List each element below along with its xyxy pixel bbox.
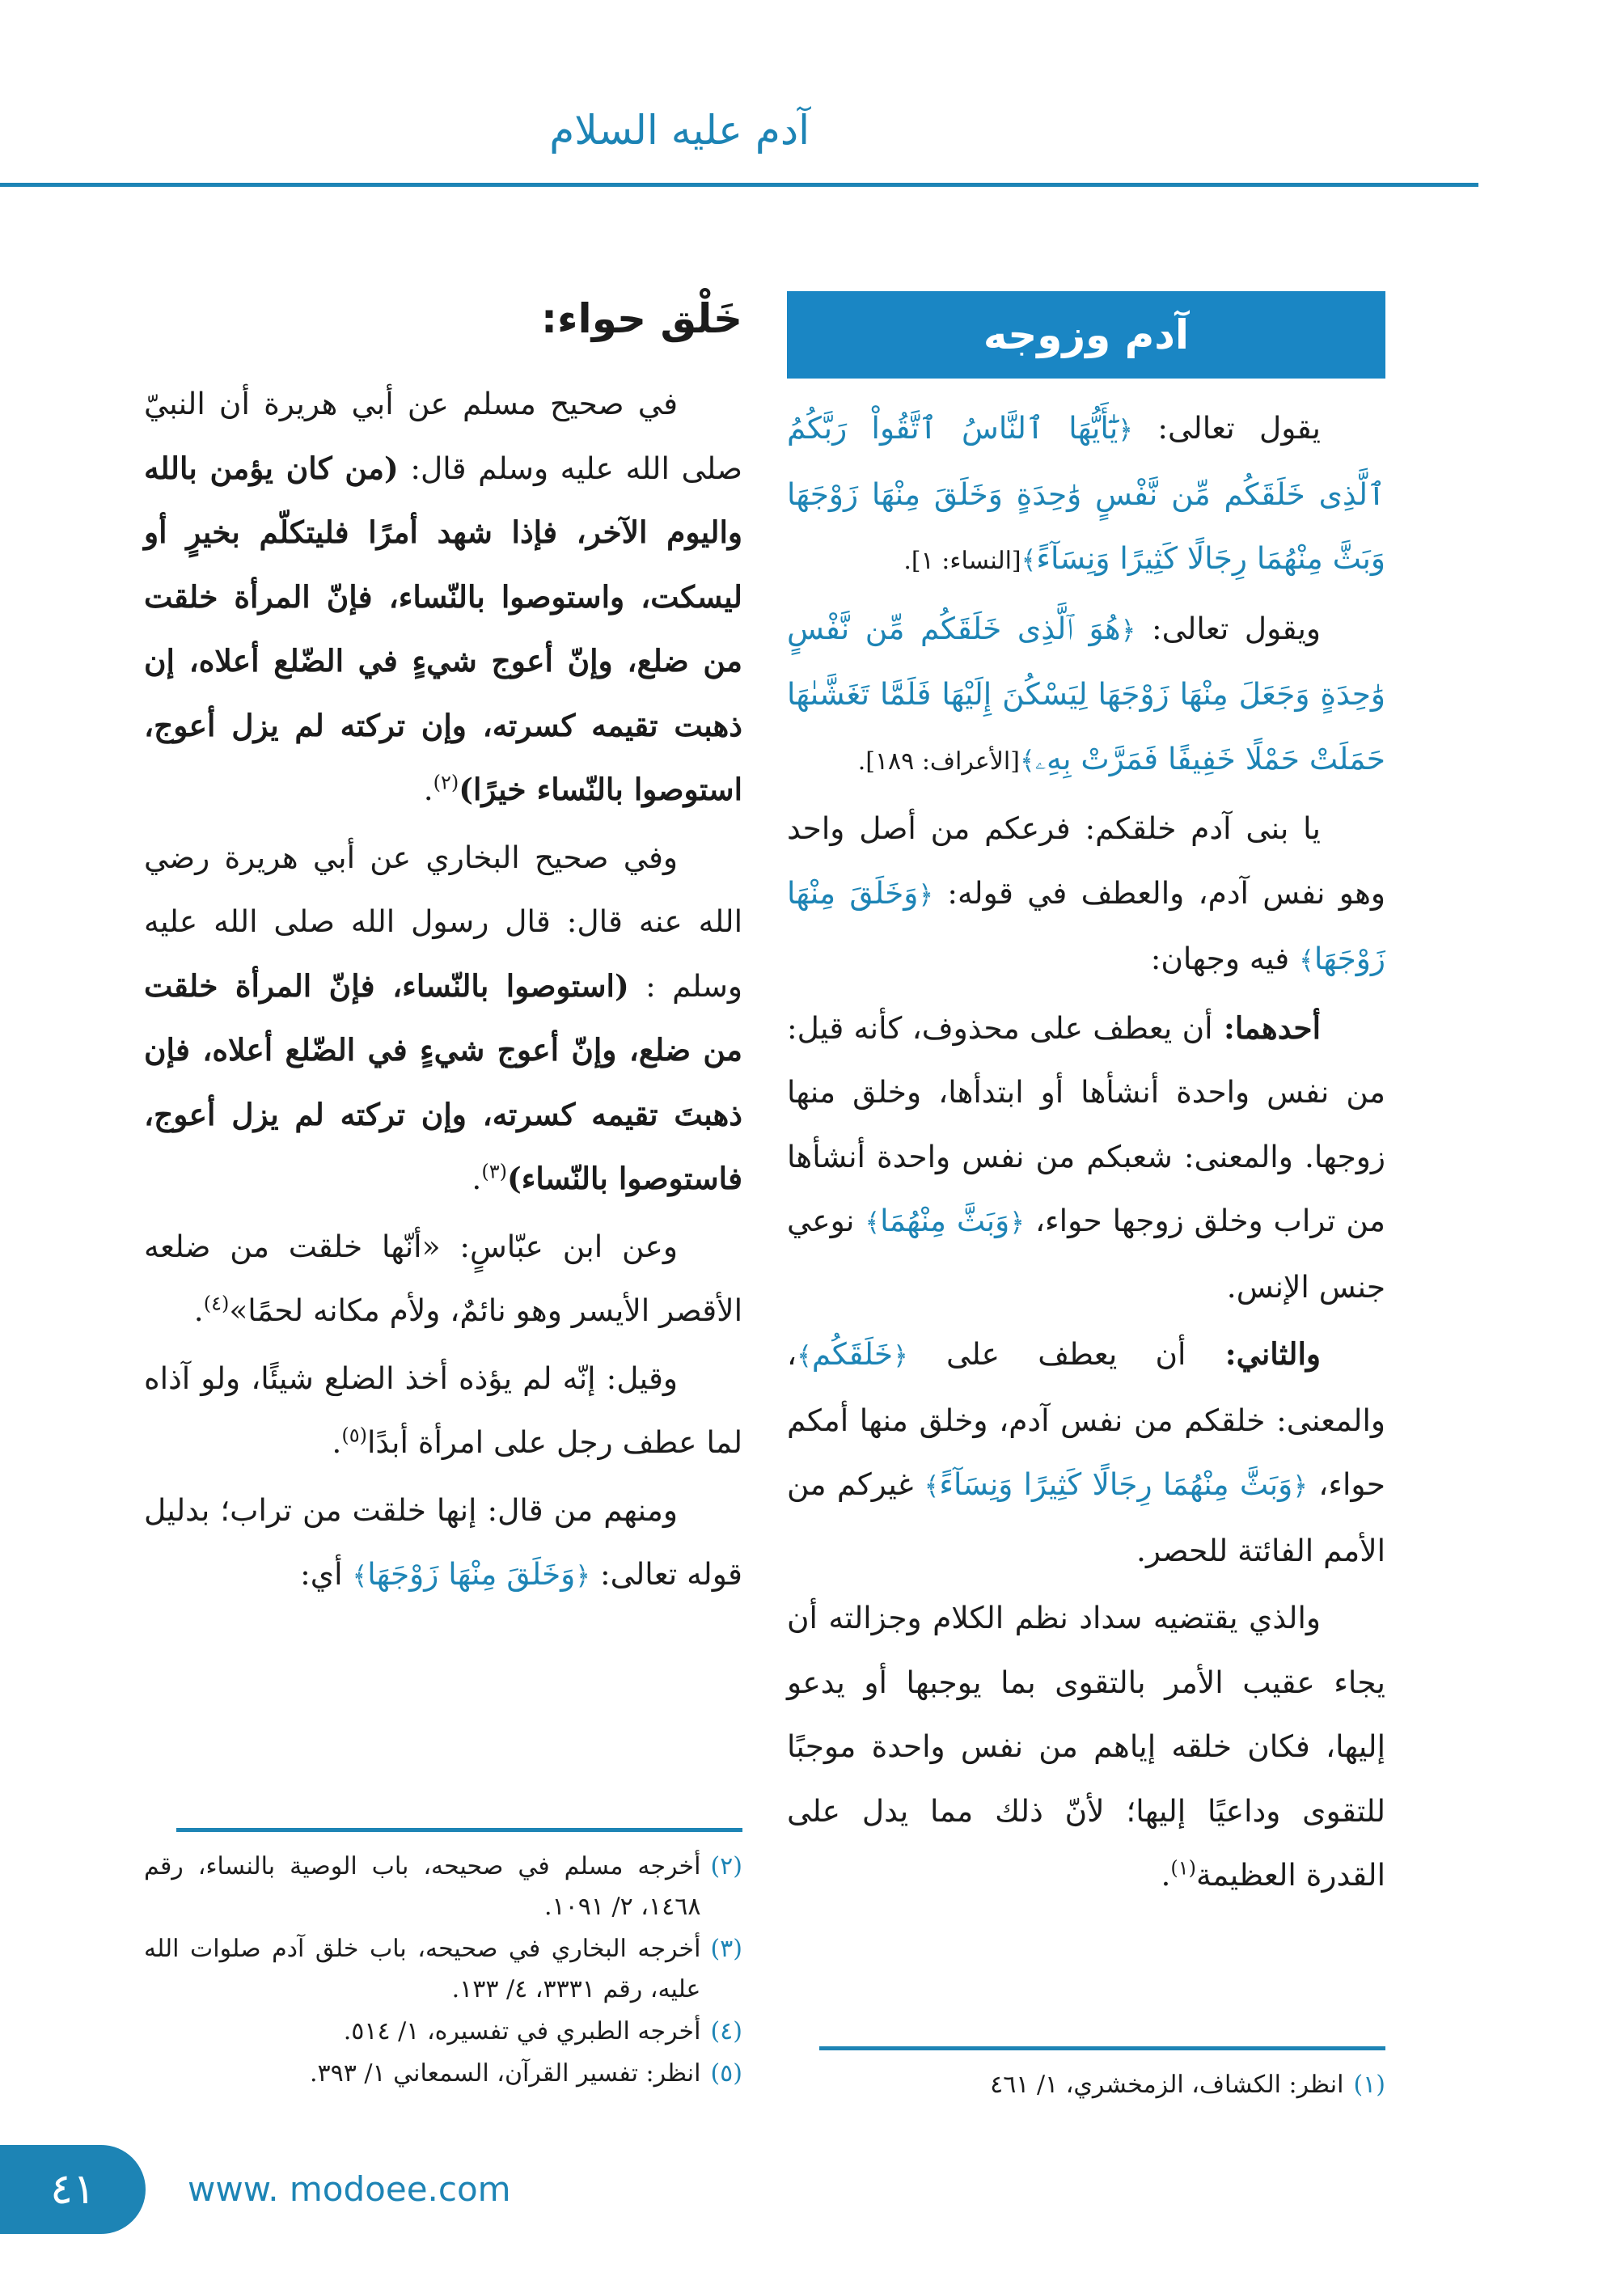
running-title: آدم عليه السلام <box>549 107 810 154</box>
quran-verse: خَلَقَكُم <box>811 1336 894 1372</box>
paragraph-end: . <box>1161 1857 1171 1893</box>
footnote-number: (١) <box>1353 2071 1385 2099</box>
quran-verse: وَخَلَقَ مِنْهَا زَوْجَهَا <box>787 874 1385 976</box>
hadith-text: (من كان يؤمن بالله واليوم الآخر، فإذا شهد أمرًا فليتكلّم بخيرٍ أو ليسكت، واستوصوا بالنّساء، فإنّ المرأة خلقت من ضلع، وإنّ أعوج شيءٍ في الضّلع أعلاه، إن ذهبت تقيمه كسرته، وإن تركته لم يزل أعوج، استوصوا بالنّساء خيرًا) <box>144 450 742 807</box>
quran-close-ornament: ﴾ <box>352 1560 368 1591</box>
hadith-text: (استوصوا بالنّساء، فإنّ المرأة خلقت من ضلع، وإنّ أعوج شيءٍ في الضّلع أعلاه، فإن ذهبتَ تقيمه كسرته، وإن تركته لم يزل أعوج، فاستوصوا بالنّساء) <box>144 967 742 1196</box>
left-footnotes <box>144 1828 742 2096</box>
paragraph-lead: يقول تعالى: <box>1133 410 1321 446</box>
paragraph <box>144 1347 742 1475</box>
verse-reference: [النساء: ١]. <box>903 547 1021 575</box>
footnote <box>144 2054 742 2094</box>
quran-close-ornament: ﴾ <box>924 1470 940 1501</box>
bold-lead: والثاني: <box>1186 1336 1322 1372</box>
footnote-marker: (١) <box>1170 1856 1197 1880</box>
left-column <box>144 283 742 1612</box>
footnote-text: أخرجه البخاري في صحيحه، باب خلق آدم صلوات الله عليه، رقم ٣٣٣١، ٤/ ١٣٣. <box>144 1935 701 2003</box>
paragraph-text: فيه وجهان: <box>1150 941 1300 976</box>
quran-close-ornament: ﴾ <box>1019 744 1035 776</box>
quran-open-ornament: ﴿ <box>1292 1470 1309 1501</box>
website-link[interactable]: www. modoee.com <box>188 2169 511 2209</box>
quran-open-ornament: ﴿ <box>1118 414 1134 445</box>
paragraph <box>787 996 1385 1320</box>
paragraph-text: نوعي جنس الإنس. <box>787 1203 1385 1305</box>
quran-verse: هُوَ ٱلَّذِى خَلَقَكُم مِّن نَّفْسٍ وَٰحِدَةٍ وَجَعَلَ مِنْهَا زَوْجَهَا لِيَسْكُنَ إِلَيْهَا فَلَمَّا تَغَشَّىٰهَا حَمَلَتْ حَمْلًا خَفِيفًا فَمَرَّتْ بِهِۦ <box>787 610 1385 776</box>
footnote-number: (٤) <box>710 2017 742 2046</box>
quran-close-ornament: ﴾ <box>1021 544 1037 575</box>
paragraph-lead: ويقول تعالى: <box>1136 610 1321 646</box>
quran-close-ornament: ﴾ <box>865 1207 881 1237</box>
quran-open-ornament: ﴿ <box>1120 614 1136 645</box>
footnote <box>144 1847 742 1927</box>
footnote-marker: (٥) <box>341 1424 367 1447</box>
paragraph-end: . <box>193 1292 204 1328</box>
paragraph-text: أي: <box>300 1556 353 1592</box>
paragraph-end: . <box>423 772 433 807</box>
paragraph-text: وعن ابن عبّاسٍ: «أنّها خلقت من ضلعه الأقصر الأيسر وهو نائمٌ، ولأم مكانه لحمًا» <box>144 1228 742 1328</box>
footnote-marker: (٢) <box>433 771 459 794</box>
footnote-number: (٣) <box>710 1935 742 1963</box>
paragraph <box>144 372 742 823</box>
quran-open-ornament: ﴿ <box>918 878 934 910</box>
paragraph-text: أن يعطف على محذوف، كأنه قيل: من نفس واحدة أنشأها أو ابتدأها، وخلق منها زوجها. والمعنى: شعبكم من نفس واحدة أنشأها من تراب وخلق زوجها حواء، <box>787 1009 1385 1238</box>
paragraph <box>144 1215 742 1343</box>
quran-open-ornament: ﴿ <box>893 1340 908 1371</box>
paragraph-text: يا بنى آدم خلقكم: فرعكم من أصل واحد وهو نفس آدم، والعطف في قوله: <box>787 810 1385 911</box>
paragraph-text: ومنهم من قال: إنها خلقت من تراب؛ بدليل قوله تعالى: <box>144 1491 742 1592</box>
bold-lead: أحدهما: <box>1212 1009 1321 1046</box>
paragraph <box>787 1322 1385 1583</box>
verse-reference: [الأعراف: ١٨٩]. <box>857 747 1020 776</box>
quran-verse: وَبَثَّ مِنْهُمَا رِجَالًا كَثِيرًا وَنِسَآءً <box>939 1466 1293 1502</box>
quran-verse: وَبَثَّ مِنْهُمَا <box>880 1203 1010 1238</box>
footnote-text: انظر: الكشاف، الزمخشري، ١/ ٤٦١ <box>990 2071 1344 2099</box>
paragraph <box>144 1479 742 1609</box>
footnote-number: (٥) <box>710 2059 742 2088</box>
quran-open-ornament: ﴿ <box>1009 1207 1025 1237</box>
quran-verse: يَٰٓأَيُّهَا ٱلنَّاسُ ٱتَّقُواْ رَبَّكُمُ ٱلَّذِى خَلَقَكُم مِّن نَّفْسٍ وَٰحِدَةٍ وَخَلَقَ مِنْهَا زَوْجَهَا وَبَثَّ مِنْهُمَا رِجَالًا كَثِيرًا وَنِسَآءً <box>787 410 1385 576</box>
paragraph-end: . <box>472 1161 482 1196</box>
header-rule <box>0 183 1478 187</box>
footnote-text: أخرجه مسلم في صحيحه، باب الوصية بالنساء، رقم ١٤٦٨، ٢/ ١٠٩١. <box>144 1852 701 1921</box>
section-heading: خَلْق حواء: <box>541 295 742 342</box>
footnote-marker: (٤) <box>203 1292 230 1315</box>
paragraph-text: في صحيح مسلم عن أبي هريرة أن النبيّ صلى الله عليه وسلم قال: <box>144 386 742 486</box>
quran-open-ornament: ﴿ <box>575 1560 591 1591</box>
footnote-text: أخرجه الطبري في تفسيره، ١/ ٥١٤. <box>343 2017 701 2046</box>
footnote <box>144 1929 742 2010</box>
paragraph-text: غيركم من الأمم الفائتة للحصر. <box>787 1466 1385 1568</box>
footnote <box>144 2012 742 2052</box>
quran-close-ornament: ﴾ <box>1299 945 1314 975</box>
footnote-rule <box>819 2046 1385 2050</box>
paragraph <box>787 797 1385 993</box>
footnote-rule <box>176 1828 742 1832</box>
footnote-number: (٢) <box>710 1852 742 1881</box>
footnote-marker: (٣) <box>481 1160 507 1183</box>
paragraph <box>787 597 1385 794</box>
right-footnotes <box>787 2046 1385 2107</box>
section-title-box: آدم وزوجه <box>787 291 1385 379</box>
quran-close-ornament: ﴾ <box>797 1340 812 1371</box>
paragraph-text: والذي يقتضيه سداد نظم الكلام وجزالته أن يجاء عقيب الأمر بالتقوى بما يوجبها أو يدعو إليها، فكان خلقه إياهم من نفس واحدة موجبًا للتقوى وداعيًا إليها؛ لأنّ ذلك مما يدل على القدرة العظيمة <box>787 1600 1385 1893</box>
paragraph <box>787 1586 1385 1908</box>
footnote-text: انظر: تفسير القرآن، السمعاني ١/ ٣٩٣. <box>309 2059 701 2088</box>
paragraph-text: وقيل: إنّه لم يؤذه أخذ الضلع شيئًا، ولو آذاه لما عطف رجل على امرأة أبدًا <box>144 1360 742 1460</box>
quran-verse: وَخَلَقَ مِنْهَا زَوْجَهَا <box>367 1556 576 1592</box>
paragraph-text: وفي صحيح البخاري عن أبي هريرة رضي الله عنه قال: قال رسول الله صلى الله عليه وسلم : <box>144 839 742 1004</box>
right-column <box>787 291 1385 1911</box>
paragraph <box>144 826 742 1212</box>
paragraph-text: ، والمعنى: خلقكم من نفس آدم، وخلق منها أمكم حواء، <box>787 1336 1385 1502</box>
paragraph-end: . <box>332 1424 342 1460</box>
paragraph-text: أن يعطف على <box>907 1336 1186 1372</box>
footnote <box>787 2065 1385 2105</box>
paragraph <box>787 396 1385 594</box>
page-number: ٤١ <box>0 2145 146 2234</box>
